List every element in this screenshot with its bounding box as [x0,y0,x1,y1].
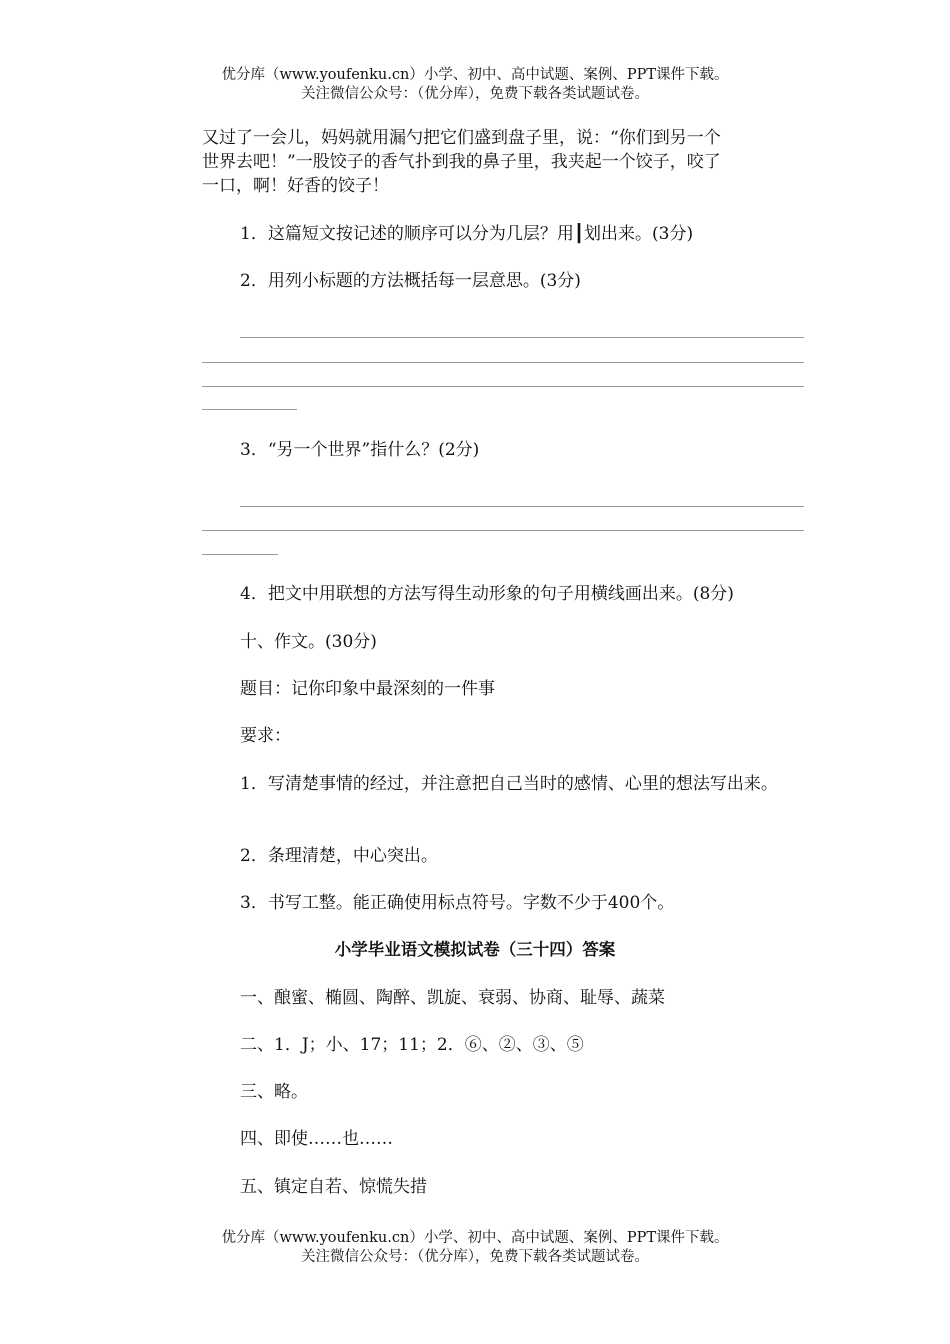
requirements-label: 要求： [240,726,291,746]
passage-line-3: 一口，啊！好香的饺子！ [202,176,389,196]
answer-4: 四、即使……也…… [240,1129,393,1149]
composition-topic: 题目：记你印象中最深刻的一件事 [240,679,495,699]
footer-line-1: 优分库（www.youfenku.cn）小学、初中、高中试题、案例、PPT课件下载。 [221,1230,729,1246]
answer-1: 一、酿蜜、椭圆、陶醉、凯旋、衰弱、协商、耻辱、蔬菜 [240,988,665,1008]
answers-title: 小学毕业语文模拟试卷（三十四）答案 [334,940,616,959]
composition-heading: 十、作文。(30分) [240,632,377,652]
answer-line [202,530,804,531]
answer-line [240,506,804,507]
header-line-1: 优分库（www.youfenku.cn）小学、初中、高中试题、案例、PPT课件下载。 [221,67,729,83]
page-header [0,66,950,104]
question-3: 3．“另一个世界”指什么？(2分) [240,440,480,460]
answer-line [202,362,804,363]
question-4: 4．把文中用联想的方法写得生动形象的句子用横线画出来。(8分) [240,584,734,604]
question-2: 2．用列小标题的方法概括每一层意思。(3分) [240,271,581,291]
requirement-2: 2．条理清楚，中心突出。 [240,846,438,866]
answer-3: 三、略。 [240,1082,308,1102]
question-1: 1．这篇短文按记述的顺序可以分为几层？用┃划出来。(3分) [240,224,694,244]
page-footer [0,1229,950,1267]
answer-line [240,337,804,338]
requirement-3: 3．书写工整。能正确使用标点符号。字数不少于400个。 [240,893,675,913]
passage-line-1: 又过了一会儿，妈妈就用漏勺把它们盛到盘子里，说：“你们到另一个 [202,128,721,148]
header-line-2: 关注微信公众号：（优分库），免费下载各类试题试卷。 [301,86,649,102]
passage-line-2: 世界去吧！”一股饺子的香气扑到我的鼻子里，我夹起一个饺子，咬了 [202,152,721,172]
footer-line-2: 关注微信公众号：（优分库），免费下载各类试题试卷。 [301,1249,649,1265]
answer-2: 二、1．J；小、17；11；2．⑥、②、③、⑤ [240,1035,584,1055]
answer-line [202,554,278,555]
answer-5: 五、镇定自若、惊慌失措 [240,1177,427,1197]
answer-line [202,409,297,410]
requirement-1: 1．写清楚事情的经过，并注意把自己当时的感情、心里的想法写出来。 [240,774,778,794]
answer-line [202,386,804,387]
